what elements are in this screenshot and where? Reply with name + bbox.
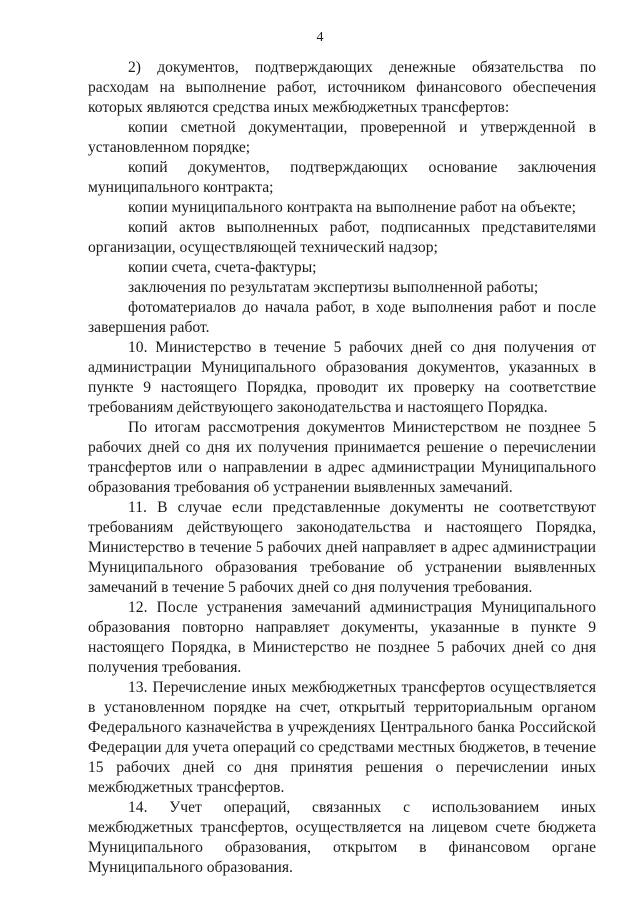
- page-number: 4: [316, 30, 324, 45]
- paragraph-13: 13. Перечисление иных межбюджетных трансфертов осуществляется в установленном порядке на счет, открытый территориальным органом Федерального казначейства в учреждениях Центрального банка Российской Федерации для учета операций со средствами местных бюджетов, в течение 15 рабочих дней со дня принятия решения о перечислении иных межбюджетных трансфертов.: [88, 679, 596, 796]
- list-item-expertise-conclusions: заключения по результатам экспертизы выполненной работы;: [128, 279, 539, 296]
- list-item-basis-documents: копий документов, подтверждающих основание заключения муниципального контракта;: [88, 159, 596, 196]
- paragraph-10: 10. Министерство в течение 5 рабочих дней со дня получения от администрации Муниципального образования документов, указанных в пункте 9 настоящего Порядка, проводит их проверку на соответствие требованиям действующего законодательства и настоящего Порядка.: [88, 339, 596, 416]
- list-item-contract-copies: копии муниципального контракта на выполнение работ на объекте;: [128, 199, 576, 216]
- paragraph-10-decision: По итогам рассмотрения документов Министерством не позднее 5 рабочих дней со дня их получения принимается решение о перечислении трансфертов или о направлении в адрес администрации Муниципального образования требования об устранении выявленных замечаний.: [88, 419, 596, 496]
- paragraph-14: 14. Учет операций, связанных с использованием иных межбюджетных трансфертов, осуществляется на лицевом счете бюджета Муниципального образования, открытом в финансовом органе Муниципального образования.: [88, 799, 596, 876]
- paragraph-11: 11. В случае если представленные документы не соответствуют требованиям действующего законодательства и настоящего Порядка, Министерство в течение 5 рабочих дней направляет в адрес администрации Муниципального образования требование об устранении выявленных замечаний в течение 5 рабочих дней со дня получения требования.: [88, 499, 596, 596]
- list-item-acts-copies: копий актов выполненных работ, подписанных представителями организации, осуществляющей технический надзор;: [88, 219, 596, 256]
- list-item-invoice-copies: копии счета, счета-фактуры;: [128, 259, 317, 276]
- paragraph-item2-documents: 2) документов, подтверждающих денежные обязательства по расходам на выполнение работ, источником финансового обеспечения которых являются средства иных межбюджетных трансфертов:: [88, 59, 596, 116]
- list-item-photo-materials: фотоматериалов до начала работ, в ходе выполнения работ и после завершения работ.: [88, 299, 596, 336]
- list-item-estimate-copies: копии сметной документации, проверенной и утвержденной в установленном порядке;: [88, 119, 596, 156]
- document-body: [88, 58, 596, 878]
- paragraph-12: 12. После устранения замечаний администрация Муниципального образования повторно направляет документы, указанные в пункте 9 настоящего Порядка, в Министерство не позднее 5 рабочих дней со дня получения требования.: [88, 599, 596, 676]
